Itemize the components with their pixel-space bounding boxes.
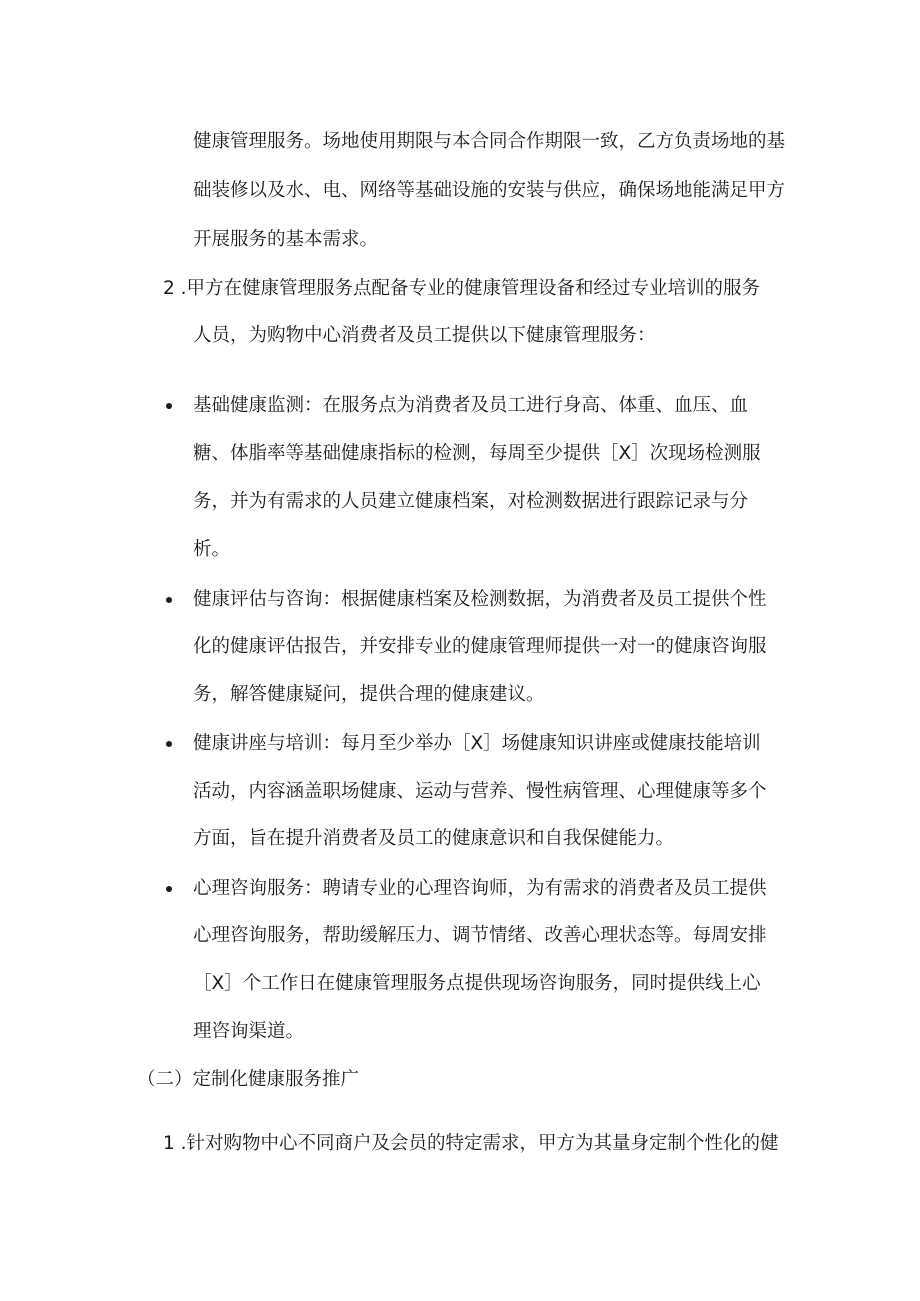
bullet-icon bbox=[166, 597, 172, 603]
text-line: 2 .甲方在健康管理服务点配备专业的健康管理设备和经过专业培训的服务 bbox=[163, 278, 761, 299]
text-line: 健康评估与咨询：根据健康档案及检测数据，为消费者及员工提供个性 bbox=[193, 589, 767, 610]
text-line: 人员，为购物中心消费者及员工提供以下健康管理服务： bbox=[193, 325, 656, 346]
text-line: 析。 bbox=[193, 539, 231, 560]
section-heading: （二）定制化健康服务推广 bbox=[137, 1069, 360, 1090]
text-line: 健康讲座与培训：每月至少举办［X］场健康知识讲座或健康技能培训 bbox=[193, 733, 761, 754]
text-line: 务，并为有需求的人员建立健康档案，对检测数据进行跟踪记录与分 bbox=[193, 491, 749, 512]
text-line: 开展服务的基本需求。 bbox=[193, 229, 379, 250]
bullet-icon bbox=[166, 741, 172, 747]
text-line: 心理咨询服务，帮助缓解压力、调节情绪、改善心理状态等。每周安排 bbox=[193, 925, 767, 946]
text-line: 1 .针对购物中心不同商户及会员的特定需求，甲方为其量身定制个性化的健 bbox=[163, 1133, 779, 1154]
text-line: 务，解答健康疑问，提供合理的健康建议。 bbox=[193, 684, 545, 705]
bullet-icon bbox=[166, 886, 172, 892]
text-line: 健康管理服务。场地使用期限与本合同合作期限一致，乙方负责场地的基 bbox=[193, 131, 786, 152]
text-line: 方面，旨在提升消费者及员工的健康意识和自我保健能力。 bbox=[193, 828, 675, 849]
text-line: 心理咨询服务：聘请专业的心理咨询师，为有需求的消费者及员工提供 bbox=[193, 878, 767, 899]
text-line: ［X］个工作日在健康管理服务点提供现场咨询服务，同时提供线上心 bbox=[193, 973, 761, 994]
bullet-icon bbox=[166, 403, 172, 409]
text-line: 理咨询渠道。 bbox=[193, 1021, 305, 1042]
text-line: 化的健康评估报告，并安排专业的健康管理师提供一对一的健康咨询服 bbox=[193, 636, 767, 657]
text-line: 活动，内容涵盖职场健康、运动与营养、慢性病管理、心理健康等多个 bbox=[193, 781, 767, 802]
text-line: 基础健康监测：在服务点为消费者及员工进行身高、体重、血压、血 bbox=[193, 395, 749, 416]
text-line: 础装修以及水、电、网络等基础设施的安装与供应，确保场地能满足甲方 bbox=[193, 180, 786, 201]
text-line: 糖、体脂率等基础健康指标的检测，每周至少提供［X］次现场检测服 bbox=[193, 443, 761, 464]
